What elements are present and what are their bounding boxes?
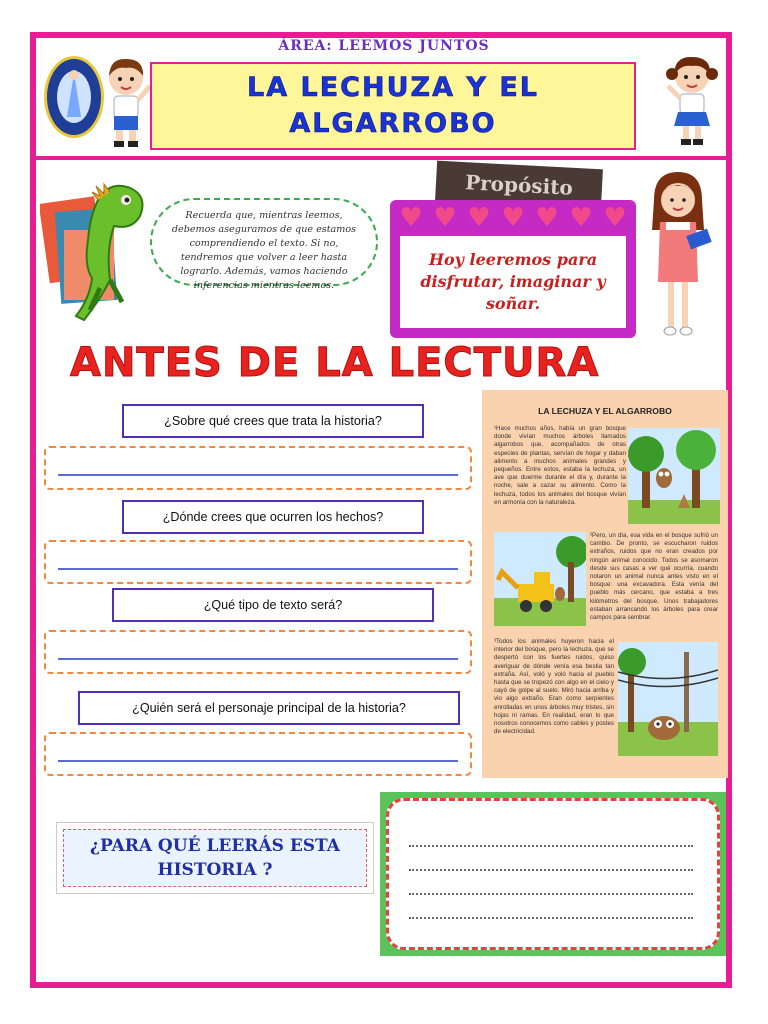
boy-illustration xyxy=(100,56,152,148)
heart-icon: ♥ xyxy=(603,203,627,233)
answer-field-3[interactable] xyxy=(44,630,472,674)
school-seal-logo xyxy=(44,56,104,138)
story-paragraph-2: ²Pero, un día, esa vida en el bosque sufrió un cambio. De pronto, se escucharon ruidos extraños, ruidos que no eran creados por ningún animal conocido. Todos se asomaron desde sus casas a ver qué ocurría, cuando notaron un animal nunca antes visto en el bosque: una excavadora. Esta venía del pueblo más cercano, que estaba a tres kilómetros del bosque. Unos trabajadores estaban arrancando los árboles para crear campos para sembrar. xyxy=(590,532,718,622)
title-line-2: ALGARROBO xyxy=(289,108,497,139)
heart-icon: ♥ xyxy=(399,203,423,233)
answer-field-2[interactable] xyxy=(44,540,472,584)
teacher-illustration xyxy=(640,170,716,338)
purpose-box xyxy=(390,200,636,338)
forest-owl-illustration xyxy=(628,428,720,524)
girl-illustration xyxy=(664,54,720,146)
question-1: ¿Sobre qué crees que trata la historia? xyxy=(122,404,424,438)
heart-icon: ♥ xyxy=(535,203,559,233)
title-banner xyxy=(150,62,636,150)
heart-icon: ♥ xyxy=(467,203,491,233)
answer-dotted-line xyxy=(409,893,693,895)
story-paragraph-1: ¹Hace muchos años, había un gran bosque donde vivían muchos árboles llamados algarrobos que, acompañados de otras especies de plantas, servían de hogar y daban alimento a muchos animales grandes y pequeños. Entre estos, estaba la lechuza, un ave que duerme durante el día y, durante la noche, sale a cazar su alimento. Como la lechuza, todos los animales del bosque vivían en armonía con la naturaleza. xyxy=(494,425,626,506)
section-title-antes: ANTES DE LA LECTURA xyxy=(70,340,600,386)
purpose-question-line-1: ¿PARA QUÉ LEERÁS ESTA xyxy=(90,836,340,856)
reminder-bubble: Recuerda que, mientras leemos, debemos aseguramos de que estamos comprendiendo el texto. Si no, tendremos que volver a leer hasta lograrlo. Además, vamos haciendo inferencias mientras leemos. xyxy=(150,198,378,286)
question-3: ¿Qué tipo de texto será? xyxy=(112,588,434,622)
purpose-answer-box[interactable] xyxy=(380,792,726,956)
header-divider xyxy=(36,156,726,160)
purpose-text: Hoy leeremos para disfrutar, imaginar y soñar. xyxy=(420,250,606,313)
purpose-question-banner xyxy=(56,822,374,894)
iguana-illustration xyxy=(40,170,152,330)
heart-icon: ♥ xyxy=(433,203,457,233)
question-4: ¿Quién será el personaje principal de la historia? xyxy=(78,691,460,725)
answer-field-1[interactable] xyxy=(44,446,472,490)
purpose-question-line-2: HISTORIA ? xyxy=(157,860,273,880)
heart-icon: ♥ xyxy=(501,203,525,233)
answer-dotted-line xyxy=(409,845,693,847)
purpose-sign-label: Propósito xyxy=(464,170,574,200)
heart-icon: ♥ xyxy=(569,203,593,233)
answer-dotted-line xyxy=(409,869,693,871)
answer-dotted-line xyxy=(409,917,693,919)
title-line-1: LA LECHUZA Y EL xyxy=(247,72,539,103)
story-title: LA LECHUZA Y EL ALGARROBO xyxy=(538,406,672,416)
excavator-illustration xyxy=(494,532,586,626)
area-label: ÁREA: LEEMOS JUNTOS xyxy=(278,38,490,54)
question-2: ¿Dónde crees que ocurren los hechos? xyxy=(122,500,424,534)
story-panel xyxy=(482,390,728,778)
answer-field-4[interactable] xyxy=(44,732,472,776)
story-paragraph-3: ³Todos los animales huyeron hacia el interior del bosque, pero la lechuza, que se despertó con los fuertes ruidos, quiso averiguar de dónde venía esa bestia tan extraña. Así, voló y voló hacia el pueblo hasta que se tropezó con algo en el cielo y cayó de golpe al suelo. Miró hacia arriba y vio algo extraño. Eran como serpientes enrolladas en unos árboles muy tristes, sin hojas ni ramas. En realidad, eran lo que nosotros conocemos como cables y postes de electricidad. xyxy=(494,638,614,736)
owl-fallen-illustration xyxy=(618,642,718,756)
hearts-decoration xyxy=(394,204,632,232)
